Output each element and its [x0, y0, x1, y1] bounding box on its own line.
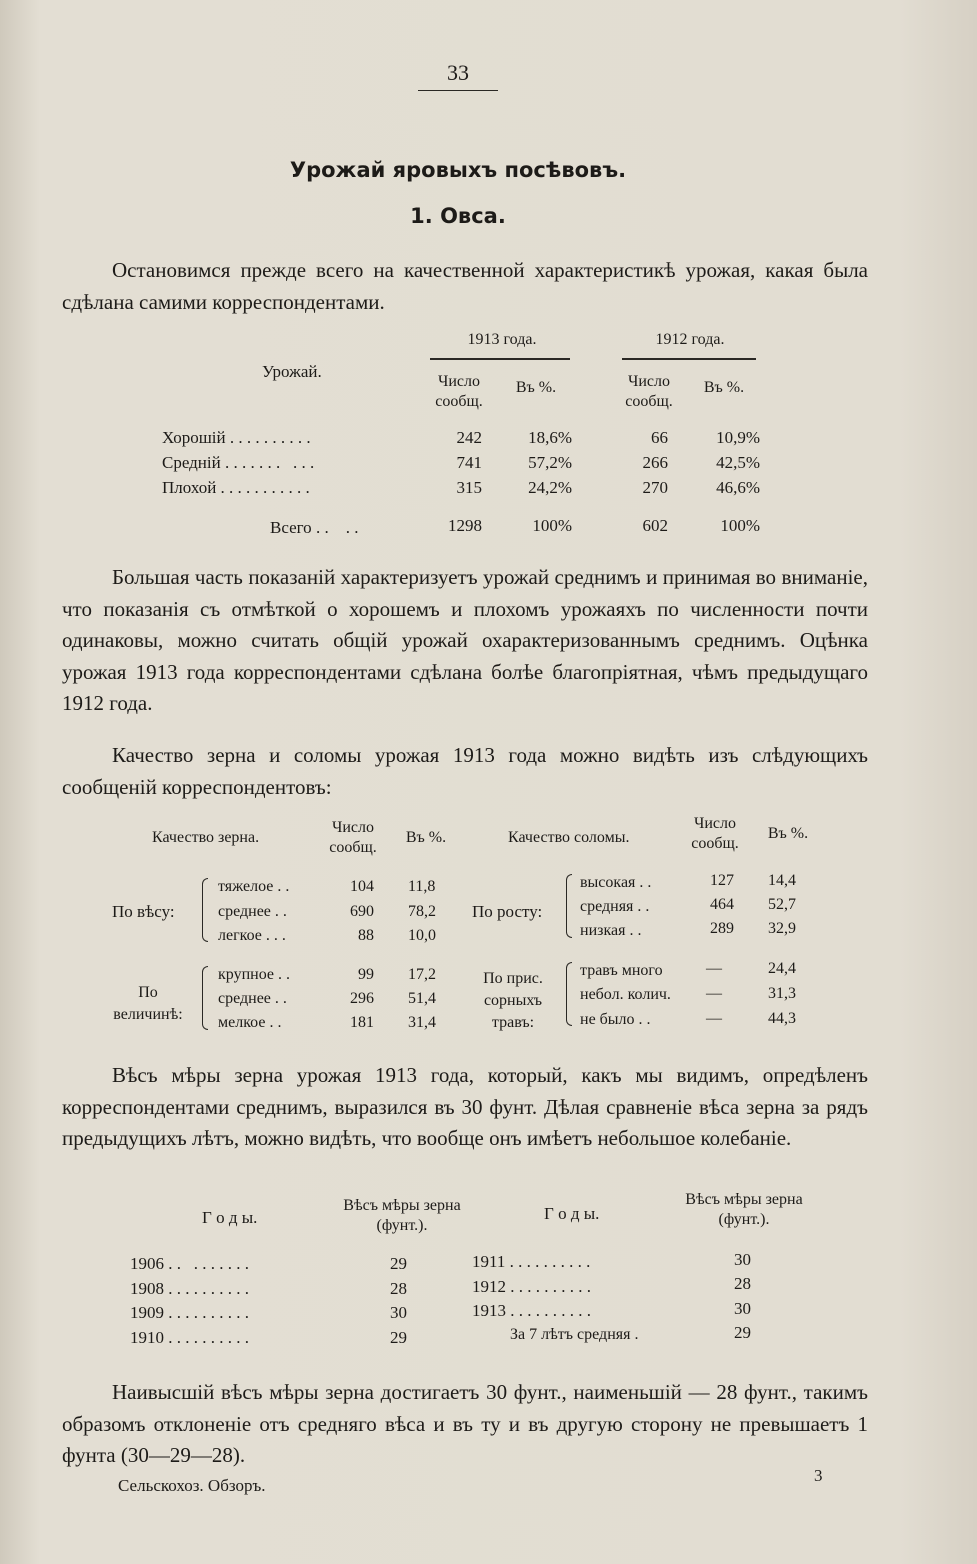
straw-col-pct: Въ %.	[767, 825, 809, 842]
brace-weeds	[566, 962, 572, 1026]
row-pct: 52,7	[768, 896, 796, 913]
row-label: высокая . .	[580, 874, 652, 891]
years-header-right: Г о д ы.	[544, 1204, 600, 1223]
row-pct: 51,4	[408, 990, 436, 1007]
row-pct: 17,2	[408, 966, 436, 983]
count-1913: 315	[456, 478, 482, 497]
grain-col-pct: Въ %.	[405, 829, 447, 846]
row-pct: 10,0	[408, 927, 436, 944]
total-label: Всего . . . .	[270, 518, 359, 537]
row-label: крупное . .	[218, 966, 290, 983]
year-cell: 1913 . . . . . . . . . .	[472, 1301, 591, 1320]
straw-header: Качество соломы.	[508, 829, 630, 846]
row-count: 464	[710, 896, 734, 913]
paragraph-2: Большая часть показаній характеризуетъ урожай среднимъ и принимая во вниманіе, что показанія съ отмѣткой о хорошемъ и плохомъ урожаяхъ по численности почти одинаковы, можно считать общій урожай охарактеризованнымъ среднимъ. Оцѣнка урожая 1913 года корреспондентами сдѣлана болѣе благопріятная, чѣмъ предыдущаго 1912 года.	[62, 565, 868, 715]
total-pct-1912: 100%	[720, 516, 760, 535]
total-count-1912: 602	[642, 516, 668, 535]
grain-header: Качество зерна.	[152, 829, 260, 846]
weight-cell: 29	[390, 1254, 407, 1273]
weight-cell: 29	[734, 1323, 751, 1342]
row-count: 296	[350, 990, 374, 1007]
row-count: 104	[350, 878, 374, 895]
row-pct: 78,2	[408, 903, 436, 920]
row-label: среднее . .	[218, 903, 287, 920]
row-label: легкое . . .	[218, 927, 286, 944]
years-header-left: Г о д ы.	[202, 1208, 258, 1227]
brace-size	[202, 966, 208, 1030]
pct-1912: 42,5%	[716, 453, 760, 472]
pct-1912: 46,6%	[716, 478, 760, 497]
group-label-weight: По вѣсу:	[112, 902, 175, 921]
group-label-weeds: По прис. сорныхъ травъ:	[483, 970, 543, 1031]
year-1912-rule	[622, 358, 756, 360]
footer-journal: Сельскохоз. Обзоръ.	[118, 1476, 266, 1495]
row-label: среднее . .	[218, 990, 287, 1007]
row-label: травъ много	[580, 962, 663, 979]
page-number: 33	[447, 60, 469, 85]
count-1912: 66	[651, 428, 668, 447]
row-count: 88	[358, 927, 374, 944]
brace-weight	[202, 878, 208, 942]
row-label: средняя . .	[580, 898, 650, 915]
row-count: —	[706, 1010, 722, 1027]
group-label-height: По росту:	[472, 902, 543, 921]
year-1913-header: 1913 года.	[467, 331, 537, 348]
count-1912: 270	[642, 478, 668, 497]
col-count-1913: Число сообщ.	[435, 373, 483, 410]
weight-cell: 29	[390, 1328, 407, 1347]
weight-cell: 28	[390, 1279, 407, 1298]
year-cell: 1912 . . . . . . . . . .	[472, 1277, 591, 1296]
row-pct: 31,4	[408, 1014, 436, 1031]
group-label-size: По величинѣ:	[113, 984, 183, 1023]
paragraph-4: Вѣсъ мѣры зерна урожая 1913 года, который, какъ мы видимъ, опредѣленъ корреспондентами среднимъ, выразился въ 30 фунт. Дѣлая сравненіе вѣса зерна за рядъ предыдущихъ лѣтъ, можно видѣть, что вообще онъ имѣетъ небольшое колебаніе.	[62, 1063, 868, 1150]
year-cell: 1906 . . . . . . . . .	[130, 1254, 249, 1273]
total-pct-1913: 100%	[532, 516, 572, 535]
year-cell: 1909 . . . . . . . . . .	[130, 1303, 249, 1322]
row-label: небол. колич.	[580, 986, 671, 1003]
weight-cell: 30	[734, 1250, 751, 1269]
count-1913: 242	[456, 428, 482, 447]
row-count: —	[706, 985, 722, 1002]
row-pct: 11,8	[408, 878, 436, 895]
row-label: низкая . .	[580, 922, 642, 939]
row-label: Средній . . . . . . . . . .	[162, 453, 315, 472]
year-1913-rule	[430, 358, 570, 360]
row-label: мелкое . .	[218, 1014, 282, 1031]
row-count: 99	[358, 966, 374, 983]
weight-header-right: Вѣсъ мѣры зерна (фунт.).	[685, 1191, 803, 1228]
count-1912: 266	[642, 453, 668, 472]
row-label: Хорошій . . . . . . . . . .	[162, 428, 311, 447]
row-count: 181	[350, 1014, 374, 1031]
weight-cell: 30	[734, 1299, 751, 1318]
row-pct: 44,3	[768, 1010, 796, 1027]
pct-1913: 18,6%	[528, 428, 572, 447]
grain-col-count: Число сообщ.	[329, 819, 377, 856]
footer-signature: 3	[814, 1466, 823, 1485]
pct-1913: 57,2%	[528, 453, 572, 472]
row-pct: 32,9	[768, 920, 796, 937]
col-pct-1912: Въ %.	[703, 379, 745, 396]
pct-1913: 24,2%	[528, 478, 572, 497]
row-count: 127	[710, 872, 734, 889]
col-pct-1913: Въ %.	[515, 379, 557, 396]
pct-1912: 10,9%	[716, 428, 760, 447]
section-title: Урожай яровыхъ посѣвовъ.	[289, 158, 627, 182]
paragraph-5: Наивысшій вѣсъ мѣры зерна достигаетъ 30 фунт., наименьшій — 28 фунт., такимъ образомъ отклоненіе отъ средняго вѣса и въ ту и въ другую сторону не превышаетъ 1 фунта (30—29—28).	[62, 1380, 868, 1467]
total-count-1913: 1298	[448, 516, 482, 535]
row-count: 289	[710, 920, 734, 937]
page-number-rule	[418, 90, 498, 91]
year-cell: 1908 . . . . . . . . . .	[130, 1279, 249, 1298]
row-pct: 31,3	[768, 985, 796, 1002]
section-subtitle: 1. Овса.	[410, 204, 506, 228]
row-label: не было . .	[580, 1011, 651, 1028]
year-1912-header: 1912 года.	[655, 331, 725, 348]
weight-cell: 28	[734, 1274, 751, 1293]
year-cell: 1910 . . . . . . . . . .	[130, 1328, 249, 1347]
row-label: Плохой . . . . . . . . . . .	[162, 478, 310, 497]
count-1913: 741	[456, 453, 482, 472]
row-label: тяжелое . .	[218, 878, 290, 895]
weight-header-left: Вѣсъ мѣры зерна (фунт.).	[343, 1197, 461, 1234]
row-pct: 24,4	[768, 960, 796, 977]
paragraph-1: Остановимся прежде всего на качественной характеристикѣ урожая, какая была сдѣлана самими корреспондентами.	[62, 258, 868, 314]
year-cell: За 7 лѣтъ средняя .	[510, 1326, 639, 1343]
row-header: Урожай.	[262, 362, 322, 381]
row-count: 690	[350, 903, 374, 920]
weight-cell: 30	[390, 1303, 407, 1322]
row-count: —	[706, 960, 722, 977]
straw-col-count: Число сообщ.	[691, 815, 739, 852]
brace-height	[566, 874, 572, 938]
row-pct: 14,4	[768, 872, 796, 889]
year-cell: 1911 . . . . . . . . . .	[472, 1252, 591, 1271]
paragraph-3: Качество зерна и соломы урожая 1913 года можно видѣть изъ слѣдующихъ сообщеній корреспондентовъ:	[62, 743, 868, 799]
col-count-1912: Число сообщ.	[625, 373, 673, 410]
